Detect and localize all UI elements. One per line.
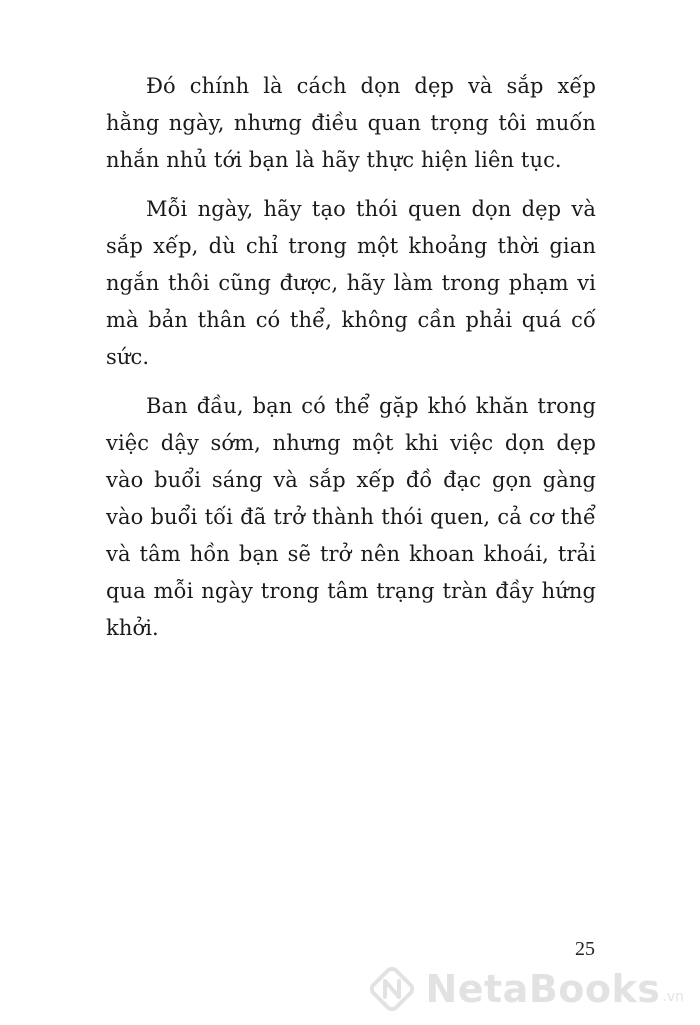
- watermark-brand: NetaBooks: [425, 967, 661, 1011]
- watermark-suffix: .vn: [662, 989, 684, 1005]
- paragraph-3: Ban đầu, bạn có thể gặp khó khăn trong việc dậy sớm, nhưng một khi việc dọn dẹp vào buổi sáng và sắp xếp đồ đạc gọn gàng vào buổi tối đã trở thành thói quen, cả cơ thể và tâm hồn bạn sẽ trở nên khoan khoái, trải qua mỗi ngày trong tâm trạng tràn đầy hứng khởi.: [106, 394, 596, 640]
- page-number: 25: [575, 938, 595, 960]
- watermark: [367, 961, 684, 1017]
- paragraph-1: Đó chính là cách dọn dẹp và sắp xếp hằng ngày, nhưng điều quan trọng tôi muốn nhắn nhủ tới bạn là hãy thực hiện liên tục.: [106, 74, 596, 172]
- body-text: [106, 68, 596, 659]
- netabooks-logo-icon: [367, 964, 417, 1014]
- paragraph-2: Mỗi ngày, hãy tạo thói quen dọn dẹp và sắp xếp, dù chỉ trong một khoảng thời gian ngắn thôi cũng được, hãy làm trong phạm vi mà bản thân có thể, không cần phải quá cố sức.: [106, 197, 596, 369]
